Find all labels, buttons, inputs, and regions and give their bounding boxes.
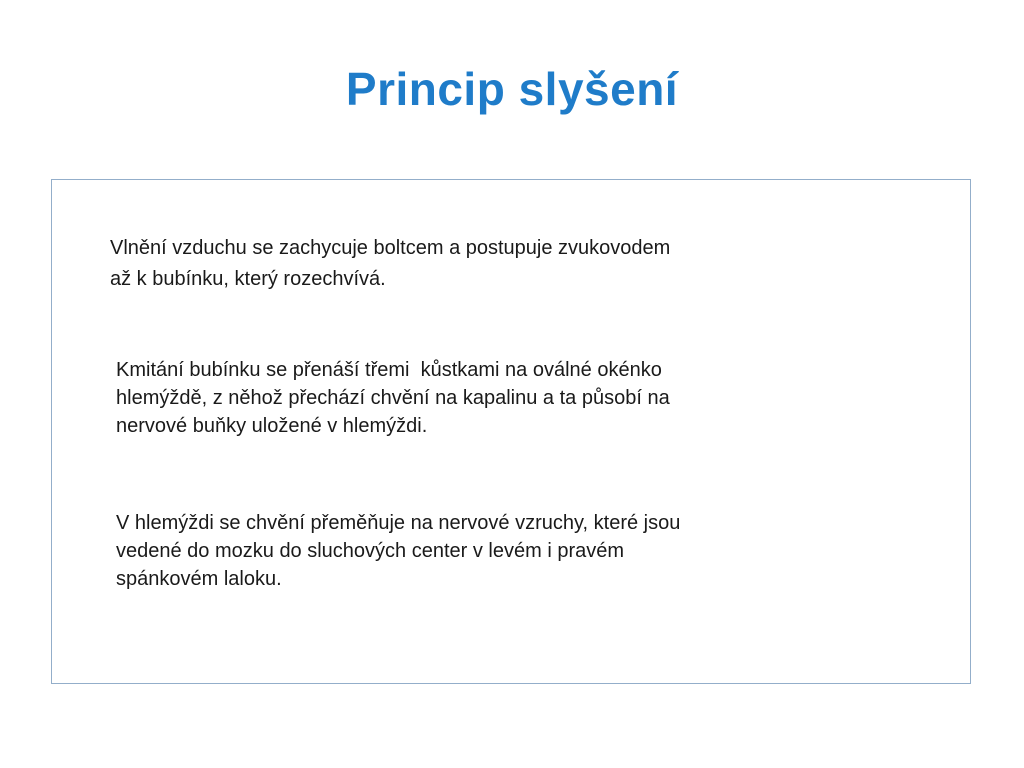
paragraph-1 bbox=[110, 233, 670, 295]
slide-title: Princip slyšení bbox=[345, 63, 679, 115]
paragraph-line: Vlnění vzduchu se zachycuje boltcem a postupuje zvukovodem bbox=[110, 237, 671, 259]
paragraph-line: Kmitání bubínku se přenáší třemi kůstkami na oválné okénko bbox=[116, 359, 662, 381]
paragraph-line: hlemýždě, z něhož přechází chvění na kapalinu a ta působí na bbox=[116, 387, 670, 409]
paragraph-line: nervové buňky uložené v hlemýždi. bbox=[116, 415, 428, 437]
paragraph-line: až k bubínku, který rozechvívá. bbox=[110, 268, 386, 290]
paragraph-line: V hlemýždi se chvění přeměňuje na nervové vzruchy, které jsou bbox=[116, 512, 681, 534]
paragraph-line: vedené do mozku do sluchových center v levém i pravém bbox=[116, 540, 625, 562]
paragraph-3 bbox=[116, 509, 680, 593]
paragraph-2 bbox=[116, 356, 670, 440]
paragraph-line: spánkovém laloku. bbox=[116, 568, 282, 590]
